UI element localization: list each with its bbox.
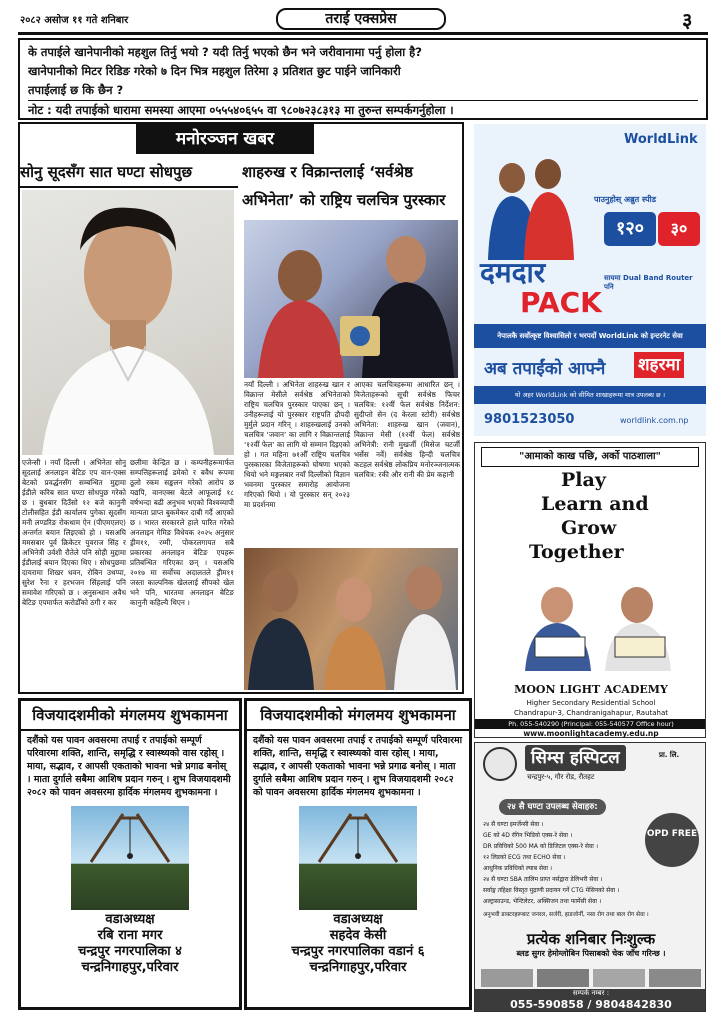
worldlink-headline: अब तपाईंको आफ्नै [484,359,606,379]
service-item: DR प्रविधिको 500 MA को डिजिटल एक्स-रे सेवा । [483,843,598,850]
worldlink-brand: WorldLink [624,132,698,147]
greeting-heading: विजयादशमीको मंगलमय शुभकामना [247,701,469,731]
slogan-grow: Grow [561,517,617,539]
service-item: १२ लिडको ECG तथा ECHO सेवा । [483,854,566,861]
service-title: २४ सै घण्टा उपलब्ध सेवाहरु: [499,799,606,815]
award-ceremony-photo [244,220,458,378]
school-address: Chandrapur-3, Chandranigahapur, Rautahat [513,709,669,717]
service-item: अल्ट्रासाउन्ड, भेन्टिलेटर, अक्सिजन तथा फार्मेसी सेवा । [483,898,602,905]
worldlink-subtitle: नेपालकै सर्वोत्कृष्ट विश्वासिलो र भरपर्दो WorldLink को इन्टरनेट सेवा [474,324,706,348]
issue-date: २०८२ असोज ११ गते शनिबार [20,15,129,26]
children-reading-illustration [495,571,691,671]
worldlink-ad [474,124,706,436]
contact-numbers[interactable]: 055-590858 / 9804842830 [510,998,672,1011]
service-list [483,819,643,907]
worldlink-website[interactable]: worldlink.com.np [620,416,689,425]
speed-value: १२० [604,212,656,246]
chair-name: रबि राना मगर [97,928,163,943]
family-location: चन्द्रनिगाहपुर,परिवार [309,960,407,975]
greeting-box-right [244,698,472,1010]
pack-title-line-2: PACK [520,286,602,319]
price-value: ३० [658,212,700,246]
slogan-learn: Learn and [541,493,649,515]
notice-line-4: नोट : यदी तपाईको धारामा समस्या आएमा ०५५५४०६५५ वा ९८०७२३८३१३ मा तुरुन्त सम्पर्कगर्नुहोला । [28,100,698,120]
service-item: २४ सै घण्टा इमर्जेन्सी सेवा । [483,821,544,828]
chair-title: वडाअध्यक्ष [333,912,383,927]
hospital-logo-icon [483,747,517,781]
service-item: आधुनिक प्रविधिको ल्याब सेवा । [483,865,553,872]
dashain-swing-photo [299,806,417,910]
notice-line-1: के तपाईले खानेपानीको महशुल तिर्नु भयो ? यदी तिर्नु भएको छैन भने जरीवानामा पर्नु होला है? [28,45,422,59]
notice-line-2: खानेपानीको मिटर रिडिङ गरेको ७ दिन भित्र महशुल तिरेमा ३ प्रतिशत छुट पाईने जानिकारी [28,64,401,78]
sims-hospital-ad [474,742,706,1012]
specialist-services: अनुभवी डाक्टरहरूबाट जनरल, सर्जरी, हाडजोर्नी, नसा रोग तथा बाल रोग सेवा । [483,912,649,918]
worldlink-phone[interactable]: 9801523050 [484,412,575,427]
opd-free-badge: OPD FREE [645,813,699,867]
story2-column-1: नयाँ दिल्ली । अभिनेता शाहरुख खान र विक्रान्त मेसीले सर्वश्रेष्ठ अभिनेताको राष्ट्रिय चलचित्र पुरस्कार पाएका छन् । उनीहरूलाई यो पुरस्कार राष्ट्रपति द्रौपदी मुर्मुले प्रदान गरिन् । शाहरुखलाई उनको चलचित्र ‘जवान’ का लागि र विक्रान्तलाई ‘१२वीं फेल’ का लागि यो सम्मान दिइएको हो । गत महिना ७१औँ राष्ट्रिय चलचित्र पुरस्कारका विजेताहरूको घोषणा भएको थियो भने मङ्गलबार नयाँ दिल्लीको विज्ञान भवनमा पुरस्कार समारोह आयोजना गरिएको थियो । यो पुरस्कार सन् २०२३ मा प्रदर्शनमा [244,380,350,509]
story1-headline: सोनु सूदसँग सात घण्टा सोधपुछ [20,162,238,188]
pack-title-line-1: दमदार [480,256,546,289]
chair-name: सहदेव केसी [329,928,387,943]
story2-headline: शाहरुख र विक्रान्तलाई ‘सर्वश्रेष्ठ अभिनेता’ को राष्ट्रिय चलचित्र पुरस्कार [242,163,446,209]
page-number: ३ [682,8,693,32]
section-banner: मनोरञ्जन खबर [136,124,314,154]
story1-column-2: छलीमा केन्द्रित छ । कम्पनीहरूमार्फत सम्पत्तिहरूलाई डमेको र बवैध रूपमा ठूलो रकम सङ्कलन गरेको आरोप छ यद्यपि, वानएक्स बेटले आफूलाई १८ वर्षभन्दा बढी अनुभव भएको विश्वव्यापी मान्यता प्राप्त बुकमेकर दाबी गर्दै आएको छ । भारत सरकारले हाले पारित गरेको अनलाइन गेमिङ विधेयक २०२५ अनुसार ड्रीम११, रम्मी, पोकरलगायत सबै प्रकारका अनलाइन बेटिङ एपहरू प्रतिबन्धित गरिएका छन् । यसअघि २०१७ मा सर्वोच्च अदालतले ड्रीम११ जस्ता काल्पनिक खेललाई सीपको खेल भने पनि, भारतमा अनलाइन बेटिङ कानुनी कहिल्यै थिएन । [130,458,234,607]
worldlink-tagline: पाउनुहोस् अब्रुत स्पीड [594,195,656,204]
hospital-contact-bar [475,989,706,1012]
school-website[interactable]: www.moonlightacademy.edu.np [523,729,659,738]
municipality-ward: चन्द्रपुर नगरपालिका वडानं ६ [291,944,425,959]
family-location: चन्द्रनिगाहपुर,परिवार [81,960,179,975]
ceremony-audience-photo [244,548,458,690]
story2-column-2: आएका चलचित्रहरूमा आधारित छन् । विजेताहरूको सूची सर्वश्रेष्ठ फिचर चलचित्र: १२वीं फेल सर्वश्रेष्ठ निर्देशन: सुदीप्तो सेन (द केरला स्टोरी) सर्वश्रेष्ठ अभिनेता: शाहरुख खान (जवान), विक्रान्त मेसी (१२वीं फेल) सर्वश्रेष्ठ अभिनेत्री: रानी मुखर्जी (मिसेज चटर्जी भर्सेस नर्वे) सर्वश्रेष्ठ हिन्दी चलचित्र कटहल सर्वश्रेष्ठ लोकप्रिय मनोरञ्जनात्मक चलचित्र: रकी और रानी की प्रेम कहानी [354,380,460,479]
contact-label: सम्पर्क नम्बर : [572,989,610,997]
header-divider [18,32,708,35]
story1-column-1: एजेन्सी । नयाँ दिल्ली । अभिनेता सोनु सूदलाई अनलाइन बेटिङ एप वान-एक्स बेटको प्रवर्द्धनसँग सम्बन्धित मुद्दामा ईडीले करिब सात घण्टा सोधपुछ गरेको छ । बुधबार दिउँसो १२ बजे कानुनी टोलीसहित ईडी कार्यालय पुगेका सूदसँग मनी लण्डरिङ रोकथाम ऐन (पीएमएलए) अन्तर्गत बयान लिइएको हो । यसअघि ममसबार पूर्व क्रिकेटर युवराज सिंह र अभिनेत्री उर्वशी रौतेले पनि सोही मुद्दामा ईडीलाई बयान दिएका थिए । सोधपुछमा दायरामा शिखर धवन, रोबिन उथप्पा, सुरेश रैना र हरभजन सिंहलाई पनि समावेश गरिएको छ । अनुसन्धान अवैध बेटिङ एपमार्फत करोडौँको ठगी र कर [22,458,126,607]
moonlight-quote: "आमाको काख पछि, अर्को पाठशाला" [481,447,699,467]
free-checkup-title: प्रत्येक शनिबार निःशुल्क [526,930,656,948]
greeting-message: दशैंको यस पावन अवसरमा तपाई र तपाईको सम्पूर्ण परिवारमा शक्ति, शान्ति, समृद्धि र स्वास्थ्यको वास रहोस् । माया, सद्भाव, र आपसी एकताको भावना भन्ने प्रगाढ बनोस् । माता दुर्गाले सबैमा आशिष प्रदान गरुन् । शुभ विजयादशमी २०८२ को पावन अवसरमा हार्दिक मंगलमय शुभकामना । [27,735,231,798]
greeting-message: दशैंको यस पावन अवसरमा तपाई र तपाईको सम्पूर्ण परिवारमा शक्ति, शान्ति, समृद्धि र स्वास्थ्यको वास रहोस् । माया, सद्भाव, र आपसी एकताको भावना भन्ने प्रगाढ बनोस् । माता दुर्गाले सबैमा आशिष प्रदान गरुन् । शुभ विजयादशमी २०८२ को पावन अवसरमा हार्दिक मंगलमय शुभकामना । [253,735,463,798]
service-item: सर्वाङ्ग तहिक्षा विस्तृत मुद्राणी प्रदायन गर्ने CTG मेसिनको सेवा । [483,887,620,894]
school-subtitle: Higher Secondary Residential School [526,699,656,707]
school-name: MOON LIGHT ACADEMY [514,683,668,696]
water-bill-notice [18,38,708,120]
hospital-name: सिम्स हस्पिटल [525,745,626,771]
sonu-sood-photo [22,190,234,455]
newspaper-title: तराई एक्सप्रेस [276,8,446,30]
notice-line-3: तपाईलाई छ कि छैन ? [28,83,124,97]
slogan-together: Together [529,541,624,563]
hospital-photo-strip [481,969,701,987]
dashain-swing-photo [71,806,189,910]
free-checkup-subtitle: ब्लड सुगर हेमोग्लोबिन पिसाबको चेक जाँच गरिन्छ । [516,949,666,958]
school-phone[interactable]: Ph. 055-540290 (Principal: 055-540577 Office hour) [475,719,706,729]
worldlink-headline-city: शहरमा [634,352,684,378]
chair-title: वडाअध्यक्ष [105,912,155,927]
greeting-box-left [18,698,242,1010]
municipality-ward: चन्द्रपुर नगरपालिका ४ [78,944,182,959]
worldlink-availability: यो अहर WorldLink को सीमित शाखाहरूमा मात्र उपलब्ध छ । [474,386,706,404]
greeting-heading: विजयादशमीको मंगलमय शुभकामना [21,701,239,731]
hospital-address: चन्द्रपुर-५, गौर रोड, रौतहट [527,773,595,781]
service-item: GE को 4D रंगिन भिडियो एक्स-रे सेवा । [483,832,573,839]
moonlight-academy-ad [474,442,706,738]
router-text: सायमा Dual Band Router पनि [604,274,693,291]
cricketers-illustration [484,150,574,260]
slogan-play: Play [561,469,606,491]
hospital-suffix: प्रा. लि. [659,751,680,759]
service-item: २४ सै घण्टा SBA तालिम प्राप्त नर्सद्वारा डेलिभरी सेवा । [483,876,603,883]
